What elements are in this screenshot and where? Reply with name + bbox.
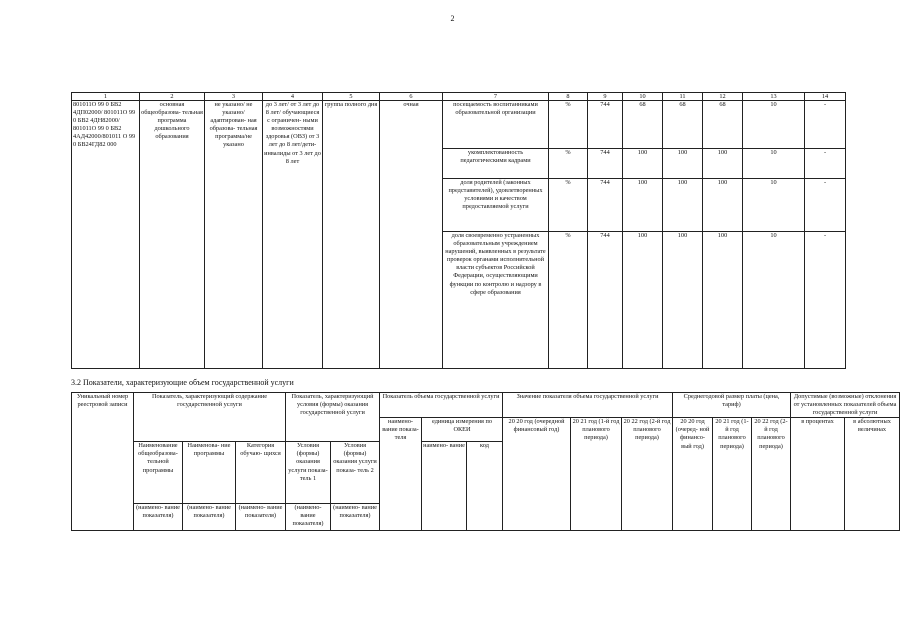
registry-number-cell: 801011О 99 0 БВ2 4ДП02000/ 801011О 99 0 БВ2 4ДН82000/ 801011О 99 0 БВ2 4АД42000/801011 О 99 0 БВ24ГД82 000 bbox=[72, 101, 140, 369]
header-content-indicator: Показатель, характеризующий содержание государственной услуги bbox=[134, 393, 286, 442]
indicator-value: 100 bbox=[663, 232, 703, 369]
header-unit: единица измерения по ОКЕИ bbox=[422, 418, 503, 442]
col-number: 13 bbox=[743, 93, 805, 101]
indicator-value: 100 bbox=[703, 232, 743, 369]
header-indicator-name: наимено- вание показа- теля bbox=[380, 418, 422, 531]
indicator-unit: % bbox=[549, 101, 588, 149]
header-unique-number: Уникальный номер реестровой записи bbox=[72, 393, 134, 531]
indicator-code: 744 bbox=[588, 232, 623, 369]
header-average-price: Среднегодовой размер платы (цена, тариф) bbox=[673, 393, 791, 418]
indicator-value: 100 bbox=[703, 149, 743, 179]
volume-indicators-table bbox=[71, 392, 900, 531]
header-unit-name: наимено- вание bbox=[422, 442, 467, 531]
indicator-unit: % bbox=[549, 232, 588, 369]
indicator-deviation-percent: 10 bbox=[743, 232, 805, 369]
header-subcolumn: Условия (формы) оказания услуги показа- тель 1 bbox=[286, 442, 331, 504]
age-category-cell: до 3 лет/ от 3 лет до 8 лет/ обучающиеся с ограничен- ными возможностями здоровья (ОВЗ) от 3 лет до 8 лет/дети- инвалиды от 3 лет до 8 лет bbox=[263, 101, 323, 369]
indicator-code: 744 bbox=[588, 149, 623, 179]
header-absolute: в абсолютных величинах bbox=[845, 418, 900, 531]
header-volume-indicator: Показатель объема государственной услуги bbox=[380, 393, 503, 418]
indicator-deviation-percent: 10 bbox=[743, 179, 805, 232]
header-year: 20 22 год (2-й год планового периода) bbox=[622, 418, 673, 531]
col-number: 3 bbox=[205, 93, 263, 101]
header-subcolumn: Категория обучаю- щихся bbox=[236, 442, 286, 504]
indicator-deviation-absolute: - bbox=[805, 232, 846, 369]
column-number-row bbox=[72, 93, 846, 101]
header-conditions-indicator: Показатель, характеризующий условия (формы) оказания государственной услуги bbox=[286, 393, 380, 442]
indicator-deviation-absolute: - bbox=[805, 149, 846, 179]
col-number: 10 bbox=[623, 93, 663, 101]
col-number: 8 bbox=[549, 93, 588, 101]
header-row bbox=[72, 393, 900, 418]
header-subcolumn: Наименование общеобразова- тельной программы bbox=[134, 442, 183, 504]
header-year: 20 20 год (очеред- ной финансо- вый год) bbox=[673, 418, 713, 531]
indicator-value: 100 bbox=[703, 179, 743, 232]
header-subcolumn-name: (наимено- вание показателя) bbox=[183, 504, 236, 531]
indicator-deviation-percent: 10 bbox=[743, 149, 805, 179]
header-subcolumn-name: (наимено- вание показателя) bbox=[236, 504, 286, 531]
form-cell: очная bbox=[380, 101, 443, 369]
table-row bbox=[72, 101, 846, 149]
indicator-deviation-percent: 10 bbox=[743, 101, 805, 149]
header-subcolumn-name: (наимено- вание показателя) bbox=[286, 504, 331, 531]
indicator-value: 100 bbox=[623, 149, 663, 179]
header-deviation: Допустимые (возможные) отклонения от установленных показателей объема государственной услуги bbox=[791, 393, 900, 418]
indicator-deviation-absolute: - bbox=[805, 179, 846, 232]
indicator-unit: % bbox=[549, 149, 588, 179]
group-cell: группа полного дня bbox=[323, 101, 380, 369]
indicator-value: 100 bbox=[623, 232, 663, 369]
header-percent: в процентах bbox=[791, 418, 845, 531]
indicator-value: 100 bbox=[663, 179, 703, 232]
indicator-deviation-absolute: - bbox=[805, 101, 846, 149]
indicator-name: доля родителей (законных представителей), удовлетворенных условиями и качеством предоставляемой услуги bbox=[443, 179, 549, 232]
indicator-value: 100 bbox=[623, 179, 663, 232]
col-number: 11 bbox=[663, 93, 703, 101]
header-year: 20 21 год (1-й год планового периода) bbox=[571, 418, 622, 531]
quality-indicators-table bbox=[71, 92, 846, 369]
indicator-code: 744 bbox=[588, 101, 623, 149]
section-title: 3.2 Показатели, характеризующие объем государственной услуги bbox=[71, 378, 294, 387]
col-number: 6 bbox=[380, 93, 443, 101]
header-unit-code: код bbox=[467, 442, 503, 531]
col-number: 2 bbox=[140, 93, 205, 101]
header-subcolumn: Условия (формы) оказания услуги показа- тель 2 bbox=[331, 442, 380, 504]
header-year: 20 20 год (очередной финансовый год) bbox=[503, 418, 571, 531]
indicator-code: 744 bbox=[588, 179, 623, 232]
header-subcolumn-name: (наимено- вание показателя) bbox=[134, 504, 183, 531]
header-year: 20 21 год (1-й год планового периода) bbox=[713, 418, 752, 531]
col-number: 14 bbox=[805, 93, 846, 101]
header-volume-value: Значение показателя объема государственной услуги bbox=[503, 393, 673, 418]
header-subcolumn: Наименова- ние программы bbox=[183, 442, 236, 504]
page-number: 2 bbox=[450, 14, 455, 23]
program-cell: основная общеобразова- тельная программа дошкольного образования bbox=[140, 101, 205, 369]
indicator-value: 68 bbox=[623, 101, 663, 149]
col-number: 12 bbox=[703, 93, 743, 101]
col-number: 5 bbox=[323, 93, 380, 101]
indicator-name: укомплектованность педагогическими кадрами bbox=[443, 149, 549, 179]
indicator-value: 68 bbox=[663, 101, 703, 149]
col-number: 7 bbox=[443, 93, 549, 101]
indicator-value: 100 bbox=[663, 149, 703, 179]
col-number: 1 bbox=[72, 93, 140, 101]
indicator-value: 68 bbox=[703, 101, 743, 149]
indicator-name: доля своевременно устраненных образовательным учреждением нарушений, выявленных в результате проверок органами исполнительной власти субъектов Российской Федерации, осуществляющими функции по контролю и надзору в сфере образования bbox=[443, 232, 549, 369]
header-year: 20 22 год (2-й год планового периода) bbox=[752, 418, 791, 531]
indicator-unit: % bbox=[549, 179, 588, 232]
program-type-cell: не указано/ не указано/ адаптирован- ная образова- тельная программа/не указано bbox=[205, 101, 263, 369]
col-number: 9 bbox=[588, 93, 623, 101]
header-subcolumn-name: (наимено- вание показателя) bbox=[331, 504, 380, 531]
col-number: 4 bbox=[263, 93, 323, 101]
indicator-name: посещаемость воспитанниками образовательной организации bbox=[443, 101, 549, 149]
